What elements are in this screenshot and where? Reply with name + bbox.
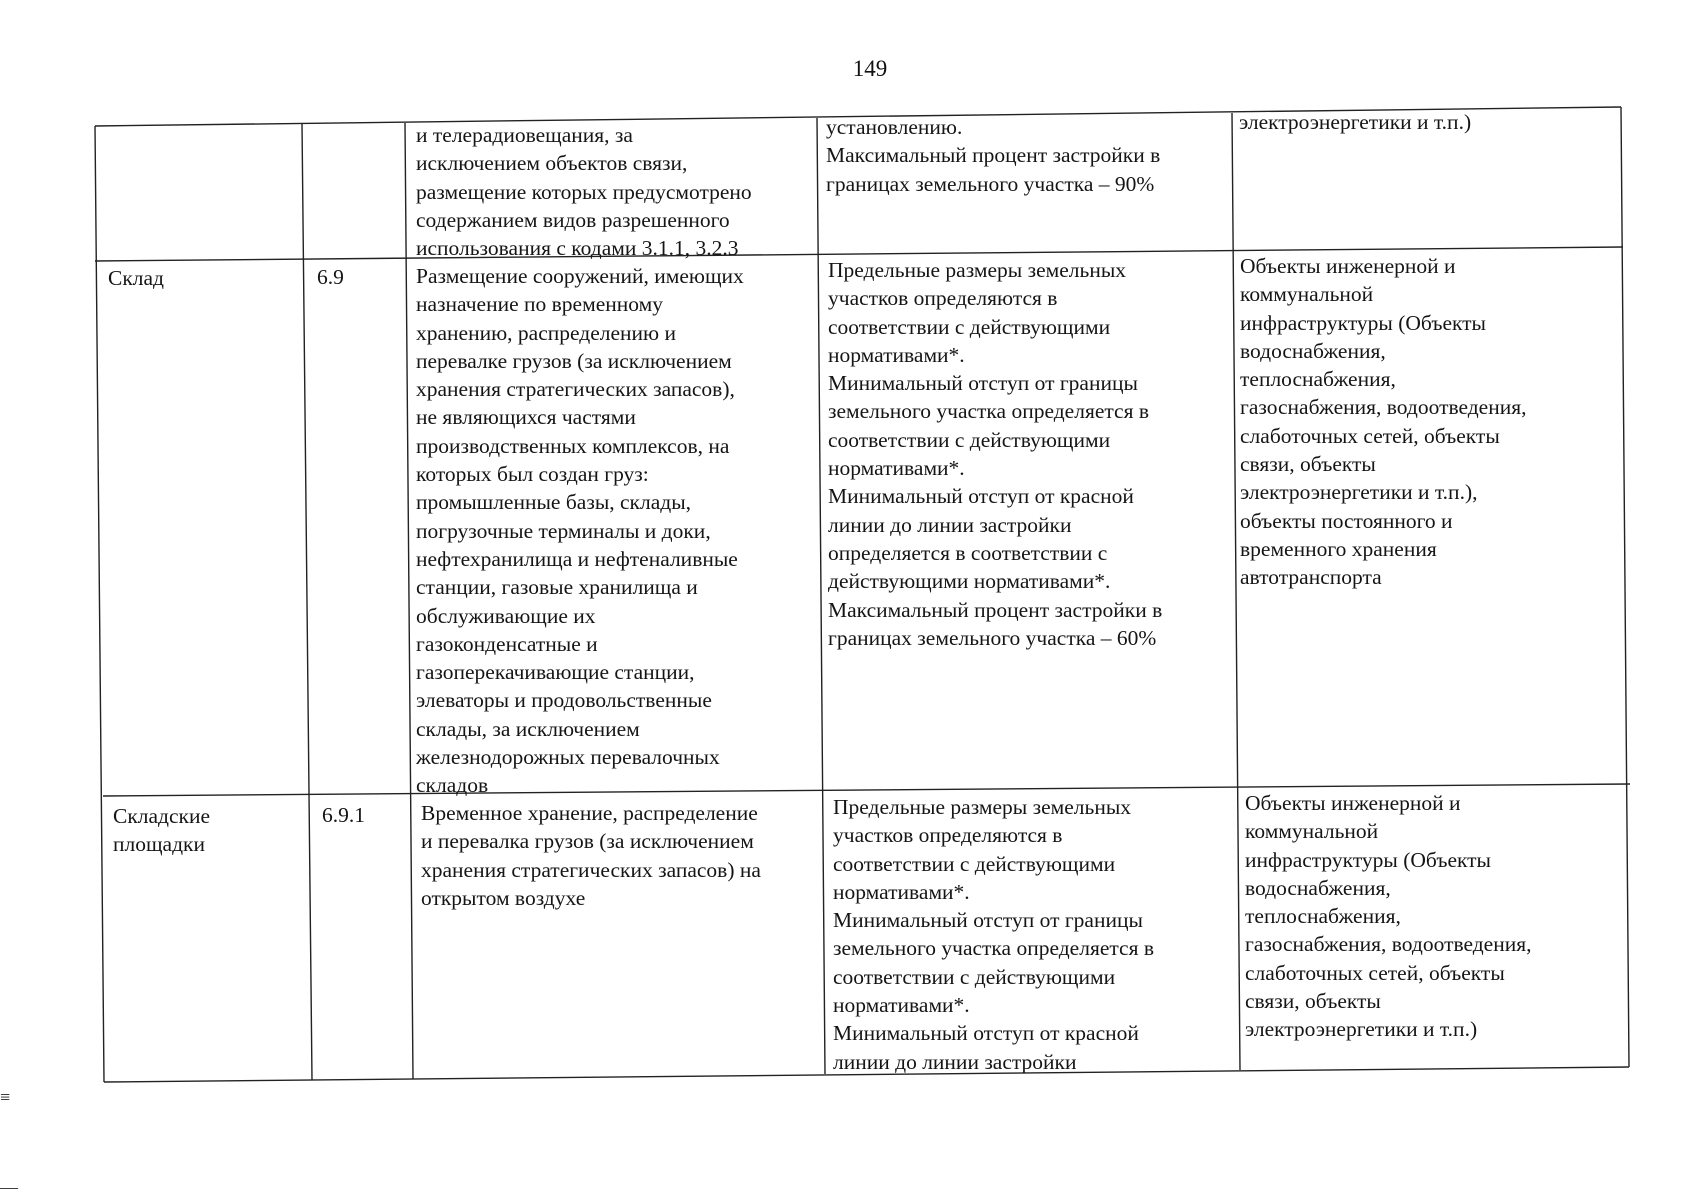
continuation-description-cell: и телерадиовещания, за исключением объектов связи, размещение которых предусмотрено содержанием видов разрешенного использования с кодами 3.1.1, 3.2.3 bbox=[416, 123, 752, 261]
col-border-left bbox=[95, 126, 104, 1082]
continuation-parameters-cell: установлению. Максимальный процент застройки в границах земельного участка – 90% bbox=[826, 115, 1161, 196]
margin-mark: ≡ bbox=[0, 1087, 11, 1107]
col-border-4 bbox=[1232, 113, 1240, 1070]
row-description-cell: Размещение сооружений, имеющих назначение по временному хранению, распределению и перевалке грузов (за исключением хранения стратегических запасов), не являющихся частями производственных комплексов, на которых был создан груз: промышленные базы, склады, погрузочные терминалы и доки, нефтехранилища и нефтеналивные станции, газовые хранилища и обслуживающие их газоконденсатные и газоперекачивающие станции, элеваторы и продовольственные склады, за исключением железнодорожных перевалочных складов bbox=[416, 264, 744, 798]
row-description-cell: Временное хранение, распределение и перевалка грузов (за исключением хранения стратегических запасов) на открытом воздухе bbox=[421, 801, 761, 910]
row-name-cell: Склад bbox=[108, 266, 164, 290]
col-border-1 bbox=[302, 124, 312, 1080]
row-parameters-cell: Предельные размеры земельных участков определяются в соответствии с действующими нормативами*. Минимальный отступ от границы земельного участка определяется в соответствии с действующими нормативами*. Минимальный отступ от красной линии до линии застройки bbox=[833, 795, 1154, 1074]
page-number: 149 bbox=[852, 56, 888, 81]
row-auxiliary-cell: Объекты инженерной и коммунальной инфраструктуры (Объекты водоснабжения, теплоснабжения, газоснабжения, водоотведения, слаботочных сетей, объекты связи, объекты электроэнергетики и т.п.) bbox=[1245, 791, 1532, 1042]
margin-mark: — bbox=[0, 1177, 18, 1197]
row-name-cell: Складские площадки bbox=[113, 804, 211, 857]
row-auxiliary-cell: Объекты инженерной и коммунальной инфраструктуры (Объекты водоснабжения, теплоснабжения, газоснабжения, водоотведения, слаботочных сетей, объекты связи, объекты электроэнергетики и т.п.), объекты постоянного и временного хранения автотранспорта bbox=[1240, 254, 1527, 590]
row-code-cell: 6.9 bbox=[317, 265, 344, 289]
row-code-cell: 6.9.1 bbox=[322, 803, 365, 827]
continuation-auxiliary-cell: электроэнергетики и т.п.) bbox=[1239, 110, 1472, 134]
col-border-3 bbox=[817, 118, 825, 1074]
row-parameters-cell: Предельные размеры земельных участков определяются в соответствии с действующими нормативами*. Минимальный отступ от границы земельного участка определяется в соответствии с действующими нормативами*. Минимальный отступ от красной линии до линии застройки определяется в соответствии с действующими нормативами*. Максимальный процент застройки в границах земельного участка – 60% bbox=[828, 258, 1163, 650]
